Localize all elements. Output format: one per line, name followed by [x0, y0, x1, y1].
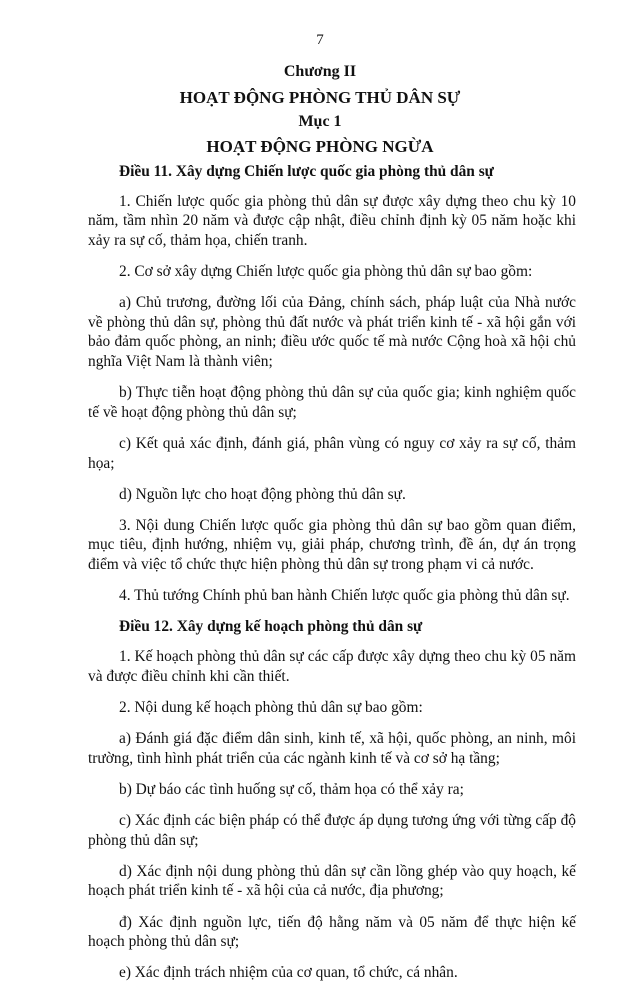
chapter-title: HOẠT ĐỘNG PHÒNG THỦ DÂN SỰ — [179, 88, 461, 107]
document-body — [88, 162, 576, 995]
paragraph: 2. Nội dung kế hoạch phòng thủ dân sự bao gồm: — [119, 698, 423, 716]
article-heading: Điều 12. Xây dựng kế hoạch phòng thủ dân sự — [119, 618, 423, 636]
paragraph: đ) Xác định nguồn lực, tiến độ hằng năm và 05 năm để thực hiện kế hoạch phòng thủ dân sự; — [88, 913, 576, 951]
section-title: HOẠT ĐỘNG PHÒNG NGỪA — [206, 137, 434, 156]
paragraph: c) Kết quả xác định, đánh giá, phân vùng có nguy cơ xảy ra sự cố, thảm họa; — [88, 434, 576, 472]
paragraph: d) Nguồn lực cho hoạt động phòng thủ dân sự. — [119, 485, 406, 503]
paragraph: e) Xác định trách nhiệm của cơ quan, tổ chức, cá nhân. — [119, 964, 458, 982]
paragraph: d) Xác định nội dung phòng thủ dân sự cần lồng ghép vào quy hoạch, kế hoạch phát triển kinh tế - xã hội của cả nước, địa phương; — [88, 862, 576, 900]
paragraph: 4. Thủ tướng Chính phủ ban hành Chiến lược quốc gia phòng thủ dân sự. — [119, 587, 570, 605]
page-number: 7 — [316, 32, 324, 48]
paragraph: b) Thực tiễn hoạt động phòng thủ dân sự của quốc gia; kinh nghiệm quốc tế về hoạt động phòng thủ dân sự; — [88, 384, 576, 421]
paragraph: a) Đánh giá đặc điểm dân sinh, kinh tế, xã hội, quốc phòng, an ninh, môi trường, tình hình phát triển của các ngành kinh tế và cơ sở hạ tầng; — [88, 730, 576, 767]
paragraph: 1. Kế hoạch phòng thủ dân sự các cấp được xây dựng theo chu kỳ 05 năm và được điều chỉnh khi cần thiết. — [88, 648, 576, 685]
chapter-heading: Chương II — [283, 63, 357, 80]
paragraph: a) Chủ trương, đường lối của Đảng, chính sách, pháp luật của Nhà nước về phòng thủ dân sự, phòng thủ đất nước và phát triển kinh tế - xã hội gắn với bảo đảm quốc phòng, an ninh; điều ước quốc tế mà nước Cộng hoà xã hội chủ nghĩa Việt Nam là thành viên; — [88, 294, 576, 370]
paragraph: 1. Chiến lược quốc gia phòng thủ dân sự được xây dựng theo chu kỳ 10 năm, tầm nhìn 20 năm và được cập nhật, điều chỉnh định kỳ 05 năm hoặc khi xảy ra sự cố, thảm họa, chiến tranh. — [88, 192, 576, 249]
section-heading: Mục 1 — [298, 113, 342, 130]
paragraph: 2. Cơ sở xây dựng Chiến lược quốc gia phòng thủ dân sự bao gồm: — [119, 262, 533, 280]
paragraph: c) Xác định các biện pháp có thể được áp dụng tương ứng với từng cấp độ phòng thủ dân sự; — [88, 811, 576, 849]
paragraph: 3. Nội dung Chiến lược quốc gia phòng thủ dân sự bao gồm quan điểm, mục tiêu, định hướng, nhiệm vụ, giải pháp, chương trình, đề án, dự án trọng điểm và việc tổ chức thực hiện phòng thủ dân sự trong phạm vi cả nước. — [88, 516, 576, 574]
article-heading: Điều 11. Xây dựng Chiến lược quốc gia phòng thủ dân sự — [119, 163, 494, 180]
paragraph: b) Dự báo các tình huống sự cố, thảm họa có thể xảy ra; — [119, 780, 464, 798]
